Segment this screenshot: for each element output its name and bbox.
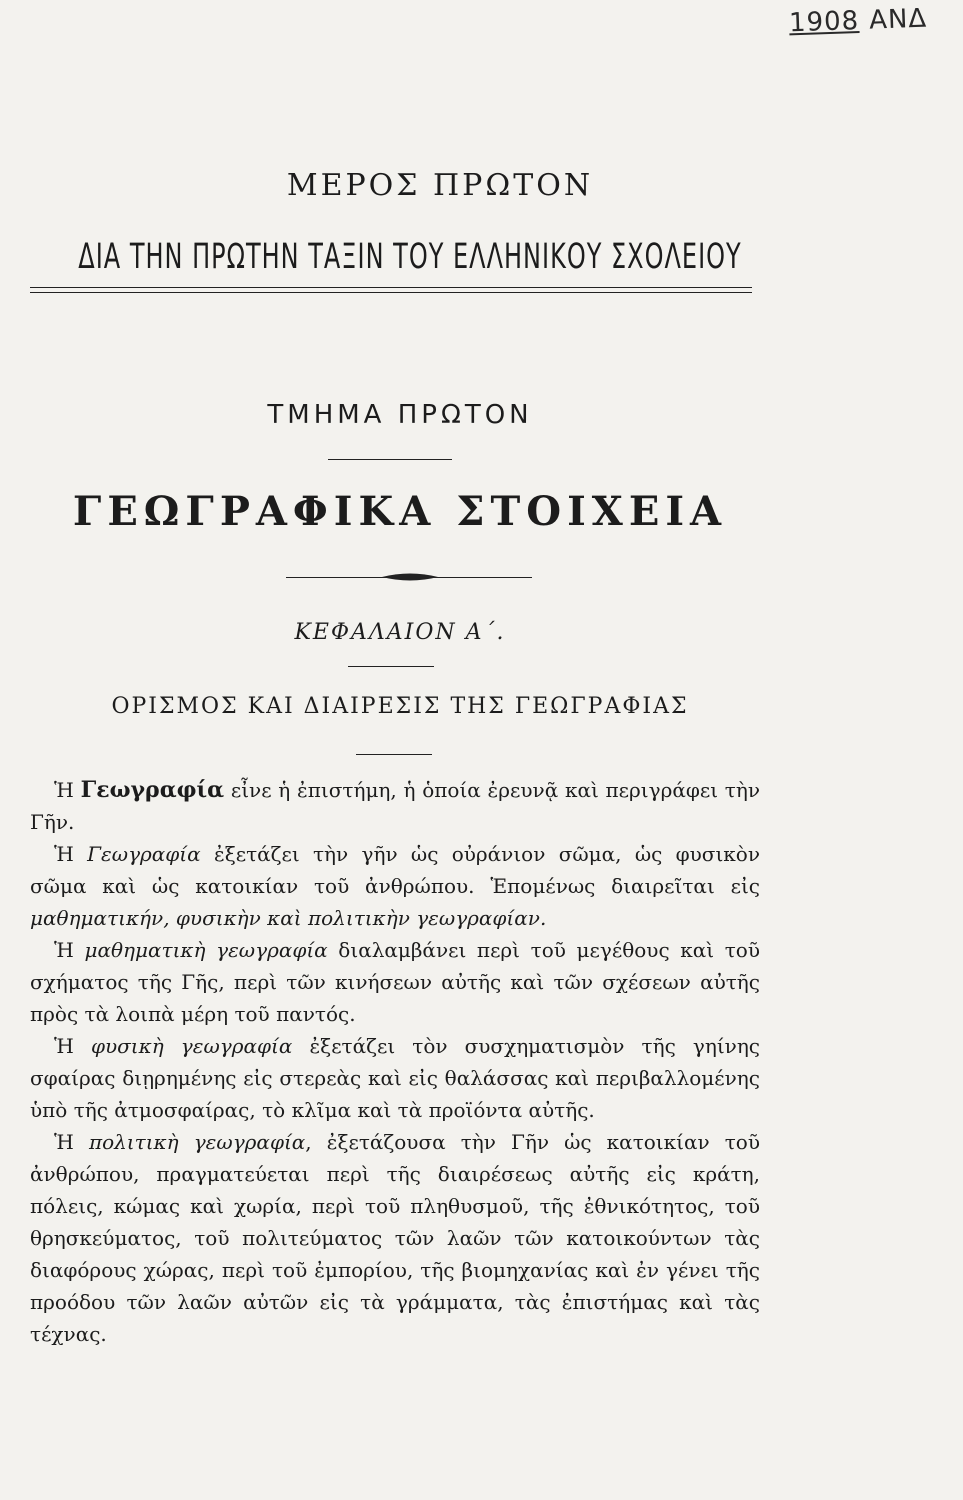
text-run: Ἡ (54, 1034, 91, 1058)
paragraph-definition (30, 774, 760, 838)
paragraph-mathematical (30, 934, 760, 1030)
heading-rule-divider (356, 754, 432, 755)
chapter-rule-divider (348, 666, 434, 667)
double-rule-divider (30, 287, 752, 293)
handwritten-annotation (788, 4, 927, 39)
main-title: ΓΕΩΓΡΑΦΙΚΑ ΣΤΟΙΧΕΙΑ (72, 488, 728, 535)
part-title: ΜΕΡΟΣ ΠΡΩΤΟΝ (286, 168, 594, 203)
italic-term: φυσικὴ γεωγραφία (90, 1034, 293, 1058)
text-run: εἶνε ἡ ἐπιστήμη, ἡ ὁποία ἐρευνᾷ καὶ περιγράφει τὴν Γῆν. (30, 778, 761, 834)
text-run: διαλαμβάνει περὶ τοῦ μεγέθους καὶ τοῦ σχήματος τῆς Γῆς, περὶ τῶν κινήσεων αὐτῆς καὶ τῶν σχέσεων αὐτῆς πρὸς τὰ λοιπὰ μέρη τοῦ παντός. (30, 938, 760, 1026)
paragraph-physical (30, 1030, 760, 1126)
italic-term: πολιτικὴ γεωγραφία (88, 1130, 306, 1154)
bold-term: Γεωγραφία (80, 777, 225, 803)
chapter-heading: ΟΡΙΣΜΟΣ ΚΑΙ ΔΙΑΙΡΕΣΙΣ ΤΗΣ ΓΕΩΓΡΑΦΙΑΣ (111, 694, 689, 719)
text-run: Ἡ (54, 842, 88, 866)
italic-term: μαθηματικήν, φυσικὴν καὶ πολιτικὴν γεωγραφίαν. (30, 906, 547, 930)
text-run: , ἐξετάζουσα τὴν Γῆν ὡς κατοικίαν τοῦ ἀνθρώπου, πραγματεύεται περὶ τῆς διαιρέσεως αὐτῆς εἰς κράτη, πόλεις, κώμας καὶ χωρία, περὶ τοῦ πληθυσμοῦ, τῆς ἐθνικότητος, τοῦ θρησκεύματος, τοῦ πολιτεύματος τῶν λαῶν τῶν κατοικούντων τὰς διαφόρους χώρας, περὶ τοῦ ἐμπορίου, τῆς βιομηχανίας καὶ ἐν γένει τῆς προόδου τῶν λαῶν αὐτῶν εἰς τὰ γράμματα, τὰς ἐπιστήμας καὶ τὰς τέχνας. (30, 1130, 760, 1346)
italic-term: μαθηματικὴ γεωγραφία (84, 938, 328, 962)
annotation-year: 1908 (788, 5, 860, 39)
ornament-icon (380, 571, 440, 583)
annotation-initials: ΑΝΔ (868, 3, 928, 36)
text-run: ἐξετάζει τὸν συσχηματισμὸν τῆς γηίνης σφαίρας διῃρημένης εἰς στερεὰς καὶ εἰς θαλάσσας καὶ περιβαλλομένης ὑπὸ τῆς ἀτμοσφαίρας, τὸ κλῖμα καὶ τὰ προϊόντα αὐτῆς. (30, 1034, 760, 1122)
italic-term: Γεωγραφία (87, 842, 201, 866)
chapter-title: ΚΕΦΑΛΑΙΟΝ Α΄. (294, 620, 506, 645)
text-run: Ἡ (54, 778, 81, 802)
short-rule-divider (328, 459, 452, 460)
paragraph-division (30, 838, 760, 934)
part-subtitle: ΔΙΑ ΤΗΝ ΠΡΩΤΗΝ ΤΑΞΙΝ ΤΟΥ ΕΛΛΗΝΙΚΟΥ ΣΧΟΛΕΙΟΥ (78, 236, 742, 277)
section-title: ΤΜΗΜΑ ΠΡΩΤΟΝ (267, 400, 533, 430)
text-run: Ἡ (54, 938, 85, 962)
text-run: Ἡ (54, 1130, 89, 1154)
body-text (30, 774, 760, 1350)
text-run: ἐξετάζει τὴν γῆν ὡς οὐράνιον σῶμα, ὡς φυσικὸν σῶμα καὶ ὡς κατοικίαν τοῦ ἀνθρώπου. Ἑπομένως διαιρεῖται εἰς (30, 842, 760, 898)
paragraph-political (30, 1126, 760, 1350)
